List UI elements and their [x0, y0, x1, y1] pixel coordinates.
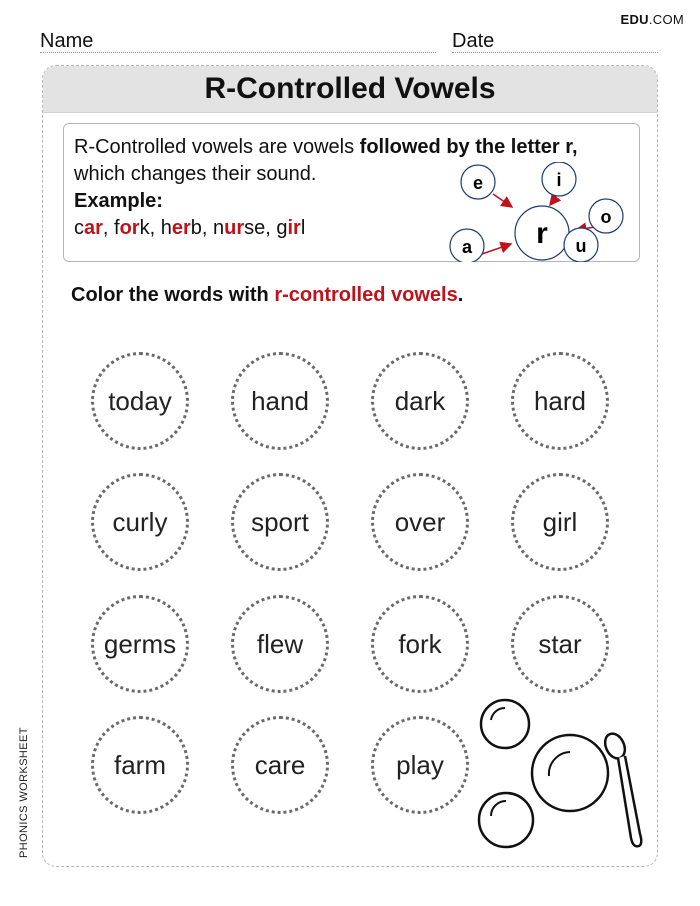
word-circle-star[interactable]: star — [511, 595, 609, 693]
vowel-e: e — [472, 173, 484, 193]
vowel-circle-o — [589, 199, 623, 233]
info-line-2: which changes their sound. — [74, 163, 317, 185]
center-letter: r — [536, 217, 548, 250]
instruction-plain: Color the words with — [71, 284, 275, 306]
word-circle-over[interactable]: over — [371, 473, 469, 571]
word-circle-care[interactable]: care — [231, 716, 329, 814]
vowel-circle-e — [461, 165, 495, 199]
example-word — [213, 217, 265, 239]
word-circle-dark[interactable]: dark — [371, 352, 469, 450]
brand-strong: EDU — [620, 12, 649, 27]
example-part: se — [244, 217, 266, 239]
example-separator: , — [265, 217, 277, 239]
example-part: ir — [287, 217, 301, 239]
info-line-1-end: , — [571, 136, 578, 158]
example-word — [74, 217, 103, 239]
example-word — [161, 217, 202, 239]
word-circle-hand[interactable]: hand — [231, 352, 329, 450]
info-line-1-plain: R-Controlled vowels are vowels — [74, 136, 360, 158]
bubble-wand-icon — [475, 698, 645, 858]
word-circle-girl[interactable]: girl — [511, 473, 609, 571]
example-part: c — [74, 217, 84, 239]
word-circle-curly[interactable]: curly — [91, 473, 189, 571]
vowel-o: o — [600, 207, 612, 227]
word-circle-hard[interactable]: hard — [511, 352, 609, 450]
instruction-highlight: r-controlled vowels — [274, 284, 458, 306]
name-field[interactable] — [40, 30, 436, 53]
instruction-end: . — [457, 284, 464, 306]
word-circle-germs[interactable]: germs — [91, 595, 189, 693]
worksheet-frame — [42, 65, 658, 867]
word-circle-play[interactable]: play — [371, 716, 469, 814]
vowel-a: a — [461, 237, 473, 257]
vowel-circle-i — [542, 162, 576, 196]
center-letter-circle — [515, 206, 569, 260]
word-circle-today[interactable]: today — [91, 352, 189, 450]
example-part: k — [139, 217, 150, 239]
vowel-circle-a — [450, 229, 484, 262]
example-word — [114, 217, 150, 239]
example-part: l — [300, 217, 306, 239]
info-line-1-bold: followed by the letter r — [359, 136, 572, 158]
example-part: f — [114, 217, 120, 239]
example-part: g — [276, 217, 288, 239]
example-word — [276, 217, 305, 239]
info-box — [63, 123, 640, 262]
side-label: PHONICS WORKSHEET — [18, 727, 30, 858]
name-label: Name — [40, 30, 94, 52]
brand-logo — [620, 12, 684, 27]
date-field[interactable] — [452, 30, 658, 53]
worksheet-title: R-Controlled Vowels — [43, 66, 657, 113]
date-label: Date — [452, 30, 495, 52]
example-part: ar — [84, 217, 103, 239]
instruction — [71, 284, 463, 307]
example-separator: , — [149, 217, 161, 239]
example-part: er — [171, 217, 191, 239]
example-label-text: Example: — [74, 190, 163, 212]
example-separator: , — [201, 217, 213, 239]
vowel-u: u — [575, 236, 587, 256]
word-circle-flew[interactable]: flew — [231, 595, 329, 693]
vowel-circle-u — [564, 228, 598, 262]
example-part: n — [213, 217, 225, 239]
example-part: ur — [224, 217, 245, 239]
vowel-diagram — [429, 162, 629, 262]
vowel-i: i — [556, 170, 562, 190]
example-separator: , — [102, 217, 115, 239]
example-part: h — [160, 217, 172, 239]
example-part: b — [190, 217, 202, 239]
brand-rest: .COM — [648, 12, 684, 27]
word-circle-fork[interactable]: fork — [371, 595, 469, 693]
info-line-1 — [74, 134, 654, 161]
word-circle-sport[interactable]: sport — [231, 473, 329, 571]
example-part: or — [119, 217, 140, 239]
word-circle-farm[interactable]: farm — [91, 716, 189, 814]
